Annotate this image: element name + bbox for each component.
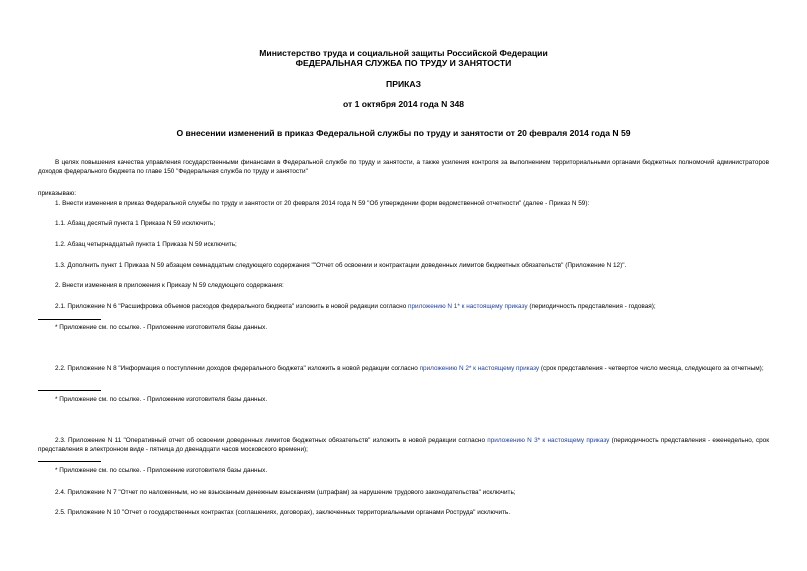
footnote: * Приложение см. по ссылке. - Приложение изготовителя базы данных.	[55, 324, 268, 331]
item-2-5: 2.5. Приложение N 10 "Отчет о государственных контрактах (соглашениях, договорах), заключенных территориальными органами Роструда" исключить.	[55, 509, 511, 516]
item-1-3: 1.3. Дополнить пункт 1 Приказа N 59 абзацем семнадцатым следующего содержания ""Отчет об освоении и контрактации доведенных лимитов бюджетных обязательств" (Приложение N 12)".	[55, 262, 627, 269]
document-date-number: от 1 октября 2014 года N 348	[342, 99, 465, 109]
item-2-1	[38, 302, 769, 311]
appendix-3-link[interactable]: приложению N 3* к настоящему приказу	[487, 437, 610, 444]
preamble-paragraph: В целях повышения качества управления государственными финансами в Федеральной службе по труду и занятости, а также усиления контроля за выполнением территориальными органами бюджетных полномочий администраторов доходов федерального бюджета по главе 150 "Федеральная служба по труду и занятости"	[38, 159, 769, 175]
appendix-1-link[interactable]: приложению N 1* к настоящему приказу	[408, 303, 528, 310]
item-1: 1. Внести изменения в приказ Федеральной службы по труду и занятости от 20 февраля 2014 года N 59 "Об утверждении форм ведомственной отчетности" (далее - Приказ N 59):	[55, 200, 590, 207]
item-2: 2. Внести изменения в приложения к Приказу N 59 следующего содержания:	[55, 282, 284, 289]
item-2-3	[38, 436, 769, 454]
item-2-1-tail: (периодичность представления - годовая);	[527, 303, 656, 310]
document-type: ПРИКАЗ	[386, 79, 421, 89]
document-subject: О внесении изменений в приказ Федеральной службы по труду и занятости от 20 февраля 2014 года N 59	[176, 128, 631, 138]
item-2-2-tail: (срок представления - четвертое число месяца, следующего за отчетным);	[539, 365, 764, 372]
footnote-divider	[38, 390, 101, 391]
item-2-3-tail: (периодичность представления - еженедельно, срок представления в электронном виде - пятница до двенадцати часов московского времени);	[38, 437, 769, 453]
item-2-1-text: 2.1. Приложение N 6 "Расшифровка объемов расходов федерального бюджета" изложить в новой редакции согласно	[55, 303, 409, 310]
item-2-4: 2.4. Приложение N 7 "Отчет по наложенным, но не взысканным денежным взысканиям (штрафам) за нарушение трудового законодательства" исключить;	[55, 489, 516, 496]
ministry-name: Министерство труда и социальной защиты Российской Федерации	[259, 48, 548, 58]
footnote: * Приложение см. по ссылке. - Приложение изготовителя базы данных.	[55, 467, 268, 474]
appendix-2-link[interactable]: приложению N 2* к настоящему приказу	[419, 365, 540, 372]
item-1-1: 1.1. Абзац десятый пункта 1 Приказа N 59 исключить;	[55, 220, 216, 227]
service-name: ФЕДЕРАЛЬНАЯ СЛУЖБА ПО ТРУДУ И ЗАНЯТОСТИ	[295, 58, 512, 68]
order-word: приказываю:	[38, 190, 76, 197]
item-2-2	[38, 364, 769, 373]
item-1-2: 1.2. Абзац четырнадцатый пункта 1 Приказа N 59 исключить;	[55, 241, 237, 248]
footnote: * Приложение см. по ссылке. - Приложение изготовителя базы данных.	[55, 396, 268, 403]
footnote-divider	[38, 319, 101, 320]
footnote-divider	[38, 461, 101, 462]
item-2-2-text: 2.2. Приложение N 8 "Информация о поступлении доходов федерального бюджета" изложить в новой редакции согласно	[55, 365, 420, 372]
item-2-3-text: 2.3. Приложение N 11 "Оперативный отчет об освоении доведенных лимитов бюджетных обязательств" изложить в новой редакции согласно	[55, 437, 488, 444]
